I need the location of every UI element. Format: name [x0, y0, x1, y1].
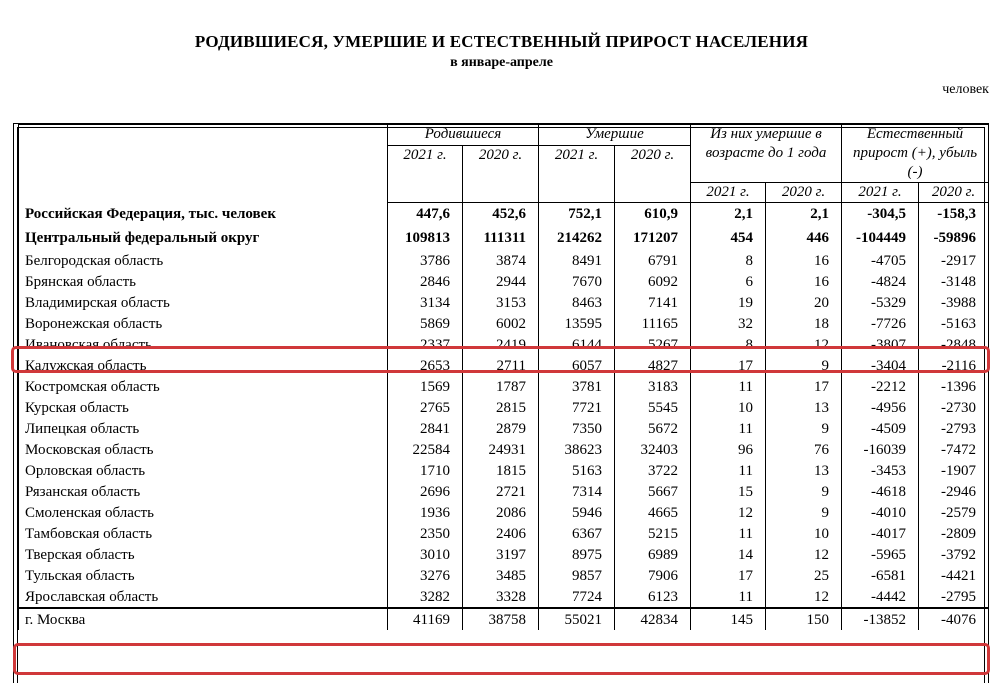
row-value: 8463 — [539, 292, 615, 313]
row-value: -2917 — [919, 250, 989, 271]
row-name: Тверская область — [19, 544, 388, 565]
row-value: 3328 — [463, 586, 539, 608]
row-value: 19 — [691, 292, 766, 313]
header-natural: Естественный прирост (+), убыль (-) — [842, 125, 989, 183]
row-value: 22584 — [388, 439, 463, 460]
row-name: Тамбовская область — [19, 523, 388, 544]
row-value: 2086 — [463, 502, 539, 523]
row-value: 38623 — [539, 439, 615, 460]
header-infant-2021: 2021 г. — [691, 183, 766, 203]
row-value: 32403 — [615, 439, 691, 460]
row-value: 3786 — [388, 250, 463, 271]
row-value: 3183 — [615, 376, 691, 397]
row-value: 6367 — [539, 523, 615, 544]
header-died: Умершие — [539, 125, 691, 146]
row-value: 2944 — [463, 271, 539, 292]
page-title: РОДИВШИЕСЯ, УМЕРШИЕ И ЕСТЕСТВЕННЫЙ ПРИРОСТ НАСЕЛЕНИЯ — [194, 32, 809, 51]
row-value: 7350 — [539, 418, 615, 439]
row-value: 14 — [691, 544, 766, 565]
table-row — [19, 502, 989, 523]
row-value: -7472 — [919, 439, 989, 460]
row-value: 2696 — [388, 481, 463, 502]
row-value: 8975 — [539, 544, 615, 565]
page-subtitle: в январе-апреле — [450, 55, 553, 70]
row-value: 2,1 — [691, 203, 766, 228]
row-value: 3874 — [463, 250, 539, 271]
row-value: 452,6 — [463, 203, 539, 228]
row-value: 2721 — [463, 481, 539, 502]
table-row — [19, 565, 989, 586]
row-value: 3485 — [463, 565, 539, 586]
unit-label: человек — [942, 82, 989, 97]
row-value: 610,9 — [615, 203, 691, 228]
row-value: 17 — [766, 376, 842, 397]
row-value: 9857 — [539, 565, 615, 586]
header-corner — [19, 125, 388, 203]
table-row — [19, 481, 989, 502]
row-value: 12 — [766, 334, 842, 355]
row-value: 111311 — [463, 227, 539, 250]
row-value: 20 — [766, 292, 842, 313]
row-name: г. Москва — [19, 608, 388, 630]
row-value: 454 — [691, 227, 766, 250]
row-value: -104449 — [842, 227, 919, 250]
row-value: 2711 — [463, 355, 539, 376]
table-row — [19, 203, 989, 228]
row-value: -1907 — [919, 460, 989, 481]
row-value: -5965 — [842, 544, 919, 565]
population-table — [18, 124, 989, 630]
row-value: 1787 — [463, 376, 539, 397]
row-value: -2579 — [919, 502, 989, 523]
row-value: 12 — [766, 544, 842, 565]
row-value: 5869 — [388, 313, 463, 334]
row-value: 11 — [691, 418, 766, 439]
row-name: Владимирская область — [19, 292, 388, 313]
row-value: 3276 — [388, 565, 463, 586]
row-value: 3282 — [388, 586, 463, 608]
row-value: 5667 — [615, 481, 691, 502]
row-value: 1936 — [388, 502, 463, 523]
row-value: 13 — [766, 460, 842, 481]
row-value: 109813 — [388, 227, 463, 250]
row-value: 7141 — [615, 292, 691, 313]
row-value: 11165 — [615, 313, 691, 334]
table-row — [19, 334, 989, 355]
row-value: 38758 — [463, 608, 539, 630]
row-value: 2653 — [388, 355, 463, 376]
row-value: 4827 — [615, 355, 691, 376]
header-died-2021: 2021 г. — [539, 146, 615, 203]
row-value: 752,1 — [539, 203, 615, 228]
row-value: 9 — [766, 418, 842, 439]
row-value: -4618 — [842, 481, 919, 502]
row-value: 2350 — [388, 523, 463, 544]
row-value: 5545 — [615, 397, 691, 418]
row-value: 9 — [766, 355, 842, 376]
table-row — [19, 355, 989, 376]
row-name: Московская область — [19, 439, 388, 460]
row-value: 11 — [691, 523, 766, 544]
row-value: -4017 — [842, 523, 919, 544]
row-value: 7314 — [539, 481, 615, 502]
row-value: 7724 — [539, 586, 615, 608]
row-value: -158,3 — [919, 203, 989, 228]
row-name: Центральный федеральный округ — [19, 227, 388, 250]
row-value: 6092 — [615, 271, 691, 292]
row-name: Белгородская область — [19, 250, 388, 271]
header-infant: Из них умершие в возрасте до 1 года — [691, 125, 842, 183]
row-value: 5267 — [615, 334, 691, 355]
row-value: -2809 — [919, 523, 989, 544]
row-value: 6791 — [615, 250, 691, 271]
header-infant-2020: 2020 г. — [766, 183, 842, 203]
row-value: 2337 — [388, 334, 463, 355]
row-value: -13852 — [842, 608, 919, 630]
row-value: -4421 — [919, 565, 989, 586]
row-value: 2,1 — [766, 203, 842, 228]
table-row — [19, 292, 989, 313]
row-value: -2116 — [919, 355, 989, 376]
table-row — [19, 271, 989, 292]
row-value: 9 — [766, 502, 842, 523]
row-value: 5946 — [539, 502, 615, 523]
row-name: Ивановская область — [19, 334, 388, 355]
row-value: -4010 — [842, 502, 919, 523]
row-value: 5672 — [615, 418, 691, 439]
row-name: Воронежская область — [19, 313, 388, 334]
row-value: 1815 — [463, 460, 539, 481]
row-value: 1569 — [388, 376, 463, 397]
table-row — [19, 439, 989, 460]
row-value: 18 — [766, 313, 842, 334]
row-value: -59896 — [919, 227, 989, 250]
row-value: 145 — [691, 608, 766, 630]
row-value: -3988 — [919, 292, 989, 313]
header-died-2020: 2020 г. — [615, 146, 691, 203]
row-value: 76 — [766, 439, 842, 460]
row-name: Смоленская область — [19, 502, 388, 523]
row-value: 11 — [691, 586, 766, 608]
row-value: 13595 — [539, 313, 615, 334]
row-value: 2841 — [388, 418, 463, 439]
row-name: Липецкая область — [19, 418, 388, 439]
row-value: 12 — [766, 586, 842, 608]
row-value: 41169 — [388, 608, 463, 630]
row-value: -2212 — [842, 376, 919, 397]
row-value: -1396 — [919, 376, 989, 397]
row-value: 2765 — [388, 397, 463, 418]
row-value: 3197 — [463, 544, 539, 565]
row-value: 2406 — [463, 523, 539, 544]
row-value: 214262 — [539, 227, 615, 250]
row-name: Рязанская область — [19, 481, 388, 502]
row-value: 12 — [691, 502, 766, 523]
row-value: 4665 — [615, 502, 691, 523]
row-value: 5163 — [539, 460, 615, 481]
row-value: 8 — [691, 334, 766, 355]
row-value: 8491 — [539, 250, 615, 271]
row-name: Костромская область — [19, 376, 388, 397]
row-value: 8 — [691, 250, 766, 271]
header-born: Родившиеся — [388, 125, 539, 146]
table-row — [19, 608, 989, 630]
table-row — [19, 544, 989, 565]
row-value: -4824 — [842, 271, 919, 292]
table-row — [19, 250, 989, 271]
row-name: Брянская область — [19, 271, 388, 292]
table-row — [19, 418, 989, 439]
row-value: 6 — [691, 271, 766, 292]
row-value: -4442 — [842, 586, 919, 608]
header-born-2020: 2020 г. — [463, 146, 539, 203]
row-value: 2846 — [388, 271, 463, 292]
row-value: 7721 — [539, 397, 615, 418]
row-value: 16 — [766, 250, 842, 271]
row-value: -304,5 — [842, 203, 919, 228]
row-value: 96 — [691, 439, 766, 460]
row-value: 15 — [691, 481, 766, 502]
row-value: -2848 — [919, 334, 989, 355]
row-value: -5329 — [842, 292, 919, 313]
row-value: -16039 — [842, 439, 919, 460]
row-value: 2419 — [463, 334, 539, 355]
table-row — [19, 313, 989, 334]
row-value: 446 — [766, 227, 842, 250]
row-value: 24931 — [463, 439, 539, 460]
table-body — [19, 203, 989, 631]
row-value: 13 — [766, 397, 842, 418]
row-value: 10 — [691, 397, 766, 418]
table-row — [19, 460, 989, 481]
row-value: -3404 — [842, 355, 919, 376]
row-value: -6581 — [842, 565, 919, 586]
row-value: 2879 — [463, 418, 539, 439]
row-value: -2793 — [919, 418, 989, 439]
row-value: 1710 — [388, 460, 463, 481]
row-value: -2946 — [919, 481, 989, 502]
table-row — [19, 523, 989, 544]
row-name: Орловская область — [19, 460, 388, 481]
row-value: 11 — [691, 460, 766, 481]
table-row — [19, 227, 989, 250]
row-value: 32 — [691, 313, 766, 334]
row-name: Курская область — [19, 397, 388, 418]
row-name: Тульская область — [19, 565, 388, 586]
row-value: -2730 — [919, 397, 989, 418]
row-value: -4956 — [842, 397, 919, 418]
row-value: 150 — [766, 608, 842, 630]
row-value: 55021 — [539, 608, 615, 630]
row-name: Ярославская область — [19, 586, 388, 608]
row-value: -3148 — [919, 271, 989, 292]
row-value: 42834 — [615, 608, 691, 630]
row-value: 3153 — [463, 292, 539, 313]
row-value: -3453 — [842, 460, 919, 481]
row-value: -7726 — [842, 313, 919, 334]
row-value: 171207 — [615, 227, 691, 250]
header-born-2021: 2021 г. — [388, 146, 463, 203]
row-value: 16 — [766, 271, 842, 292]
row-value: -4705 — [842, 250, 919, 271]
row-value: 6144 — [539, 334, 615, 355]
table-row — [19, 586, 989, 608]
row-value: 447,6 — [388, 203, 463, 228]
row-name: Калужская область — [19, 355, 388, 376]
row-value: 3134 — [388, 292, 463, 313]
row-value: -4076 — [919, 608, 989, 630]
header-natural-2021: 2021 г. — [842, 183, 919, 203]
row-value: 6123 — [615, 586, 691, 608]
row-value: 17 — [691, 355, 766, 376]
row-value: -5163 — [919, 313, 989, 334]
row-value: 17 — [691, 565, 766, 586]
row-value: -3807 — [842, 334, 919, 355]
row-value: 9 — [766, 481, 842, 502]
row-value: 7906 — [615, 565, 691, 586]
table-row — [19, 376, 989, 397]
row-value: -3792 — [919, 544, 989, 565]
row-value: 11 — [691, 376, 766, 397]
row-value: 10 — [766, 523, 842, 544]
row-name: Российская Федерация, тыс. человек — [19, 203, 388, 228]
row-value: -2795 — [919, 586, 989, 608]
row-value: 3010 — [388, 544, 463, 565]
row-value: 6002 — [463, 313, 539, 334]
row-value: -4509 — [842, 418, 919, 439]
row-value: 7670 — [539, 271, 615, 292]
row-value: 6989 — [615, 544, 691, 565]
row-value: 6057 — [539, 355, 615, 376]
row-value: 3722 — [615, 460, 691, 481]
table-row — [19, 397, 989, 418]
header-natural-2020: 2020 г. — [919, 183, 989, 203]
row-value: 25 — [766, 565, 842, 586]
row-value: 3781 — [539, 376, 615, 397]
row-value: 2815 — [463, 397, 539, 418]
row-value: 5215 — [615, 523, 691, 544]
